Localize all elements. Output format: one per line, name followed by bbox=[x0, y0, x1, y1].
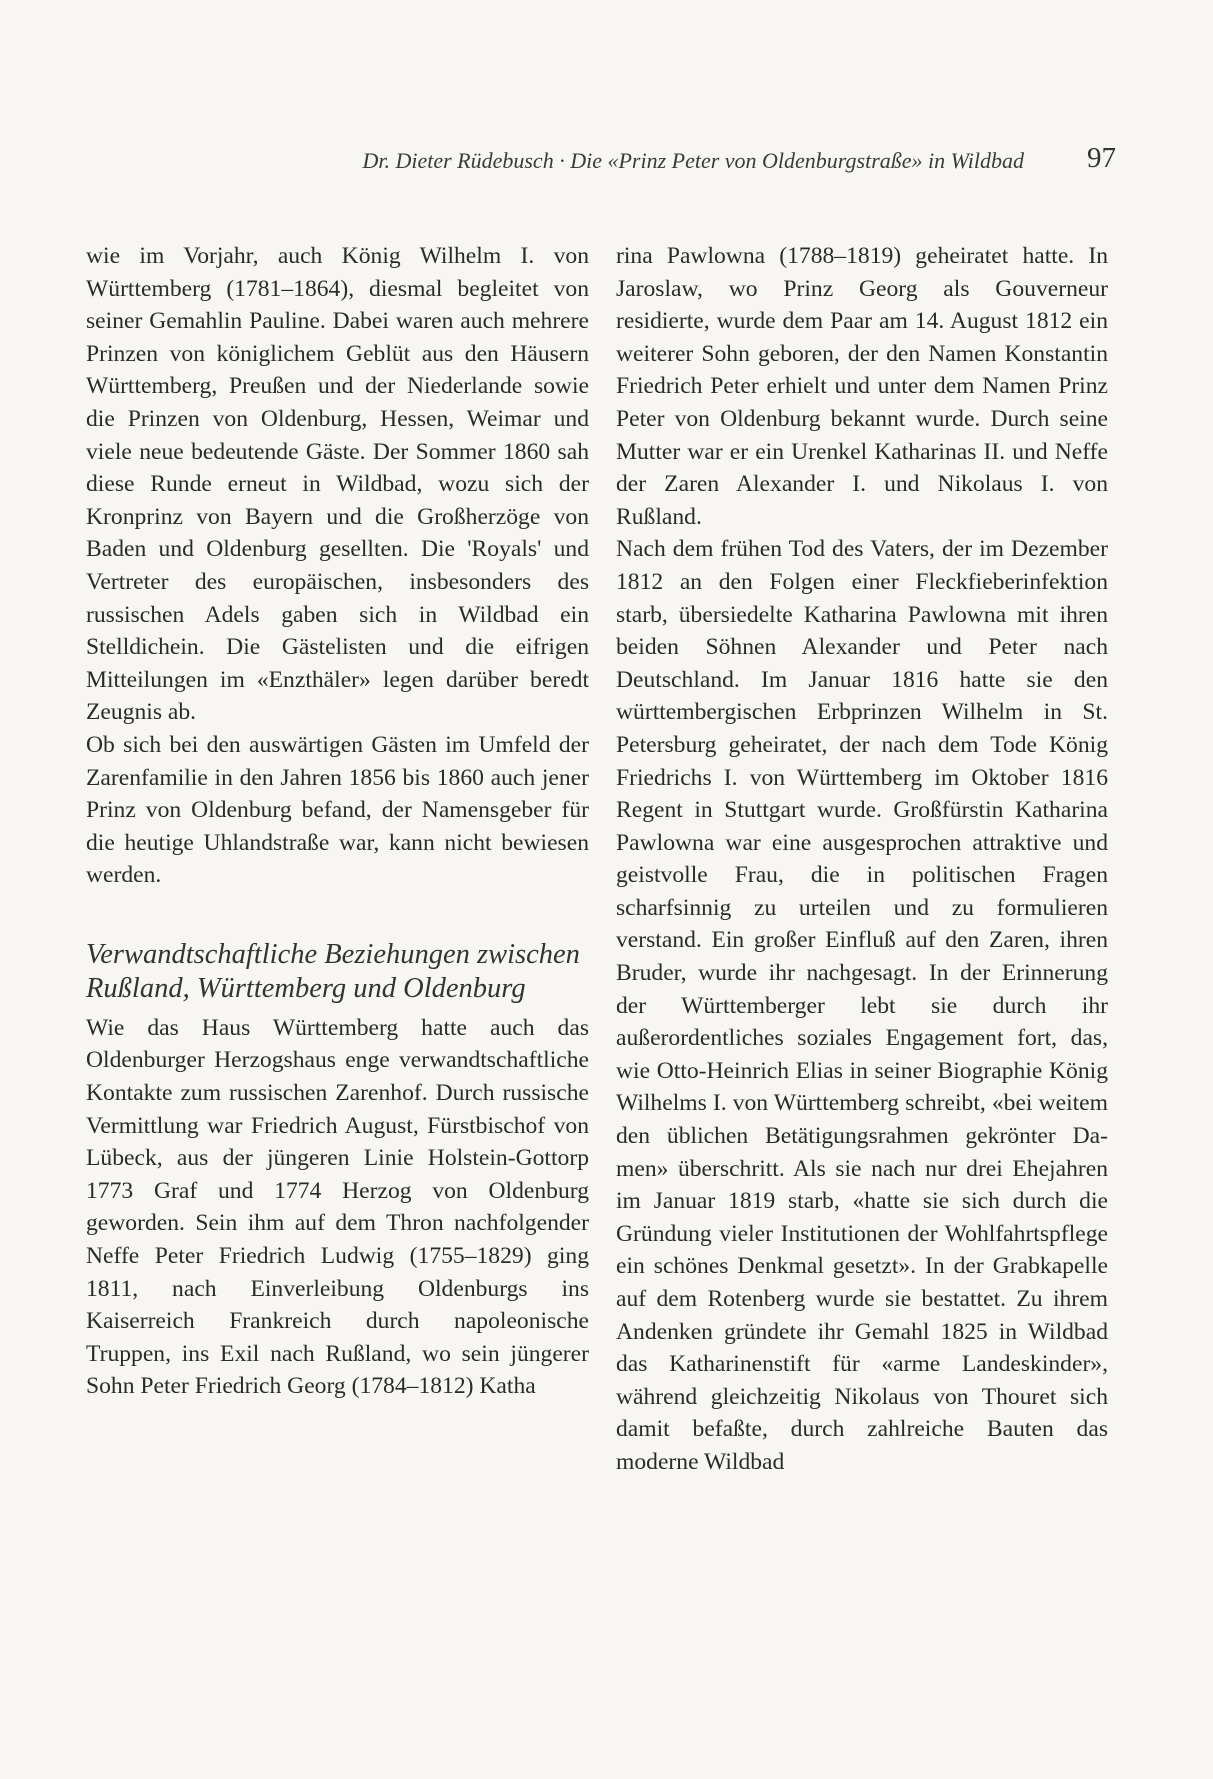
body-paragraph: rina Pawlowna (1788–1819) geheiratet hatte. In Jaroslaw, wo Prinz Georg als Gouverneur residierte, wurde dem Paar am 14. August 1812 ein weiterer Sohn geboren, der den Namen Konstantin Friedrich Peter erhielt und unter dem Namen Prinz Peter von Oldenburg bekannt wurde. Durch seine Mutter war er ein Urenkel Katharinas II. und Neffe der Zaren Alexander I. und Nikolaus I. von Rußland. bbox=[616, 243, 1108, 530]
body-paragraph: Wie das Haus Württemberg hatte auch das Oldenburger Herzogshaus enge verwandtschaftliche Kontakte zum russischen Zarenhof. Durch russische Vermittlung war Friedrich August, Fürstbischof von Lübeck, aus der jüngeren Linie Holstein-Gottorp 1773 Graf und 1774 Herzog von Oldenburg geworden. Sein ihm auf dem Thron nachfolgender Neffe Peter Friedrich Ludwig (1755–1829) ging 1811, nach Einverleibung Oldenburgs ins Kaiserreich Frankreich durch napoleonische Truppen, ins Exil nach Rußland, wo sein jüngerer Sohn Peter Friedrich Georg (1784–1812) Katha bbox=[86, 1014, 589, 1400]
right-column bbox=[616, 240, 1108, 1479]
body-paragraph: Ob sich bei den auswärtigen Gästen im Umfeld der Zarenfamilie in den Jahren 1856 bis 1860 auch jener Prinz von Oldenburg befand, der Namensgeber für die heutige Uhlandstraße war, kann nicht bewiesen werden. bbox=[86, 731, 589, 889]
running-head: Dr. Dieter Rüdebusch · Die «Prinz Peter von Oldenburgstraße» in Wildbad bbox=[362, 148, 1024, 173]
body-paragraph: Nach dem frühen Tod des Vaters, der im Dezember 1812 an den Folgen einer Fleckfieberinfektion starb, übersiedelte Katharina Pawlowna mit ihren beiden Söhnen Alexander und Peter nach Deutschland. Im Januar 1816 hatte sie den württembergischen Erbprinzen Wilhelm in St. Petersburg geheiratet, der nach dem Tode König Friedrichs I. von Württemberg im Oktober 1816 Regent in Stuttgart wurde. Großfürstin Katharina Pawlowna war eine ausgesprochen attraktive und geistvolle Frau, die in politischen Fragen scharfsinnig zu urteilen und zu formulieren verstand. Ein großer Einfluß auf den Zaren, ihren Bruder, wurde ihr nachgesagt. In der Erinnerung der Württemberger lebt sie durch ihr außerordentliches soziales Engagement fort, das, wie Otto-Heinrich Elias in seiner Biographie König Wilhelms I. von Württemberg schreibt, «bei weitem den üblichen Betätigungsrahmen gekrönter Damen» überschritt. Als sie nach nur drei Ehejahren im Januar 1819 starb, «hatte sie sich durch die Gründung vieler Institutionen der Wohlfahrtspflege ein schönes Denkmal gesetzt». In der Grabkapelle auf dem Rotenberg wurde sie bestattet. Zu ihrem Andenken gründete ihr Gemahl 1825 in Wildbad das Katharinenstift für «arme Landeskinder», während gleichzeitig Nikolaus von Thouret sich damit befaßte, durch zahlreiche Bauten das moderne Wildbad bbox=[616, 536, 1108, 1475]
page-number: 97 bbox=[1087, 142, 1116, 174]
left-column bbox=[86, 240, 589, 1403]
section-heading: Verwandtschaftliche Beziehungen zwischen Rußland, Württemberg und Oldenburg bbox=[86, 938, 580, 1004]
page-header bbox=[86, 142, 1116, 182]
body-paragraph: wie im Vorjahr, auch König Wilhelm I. von Württemberg (1781–1864), diesmal begleitet von seiner Gemahlin Pauline. Dabei waren auch mehrere Prinzen von königlichem Geblüt aus den Häusern Württemberg, Preußen und der Niederlande sowie die Prinzen von Oldenburg, Hessen, Weimar und viele neue bedeutende Gäste. Der Sommer 1860 sah diese Runde erneut in Wildbad, wozu sich der Kronprinz von Bayern und die Großherzöge von Baden und Oldenburg gesellten. Die 'Royals' und Vertreter des europäischen, insbesonders des russischen Adels gaben sich in Wildbad ein Stelldichein. Die Gästelisten und die eifrigen Mitteilungen im «Enzthäler» legen darüber beredt Zeugnis ab. bbox=[86, 243, 589, 726]
